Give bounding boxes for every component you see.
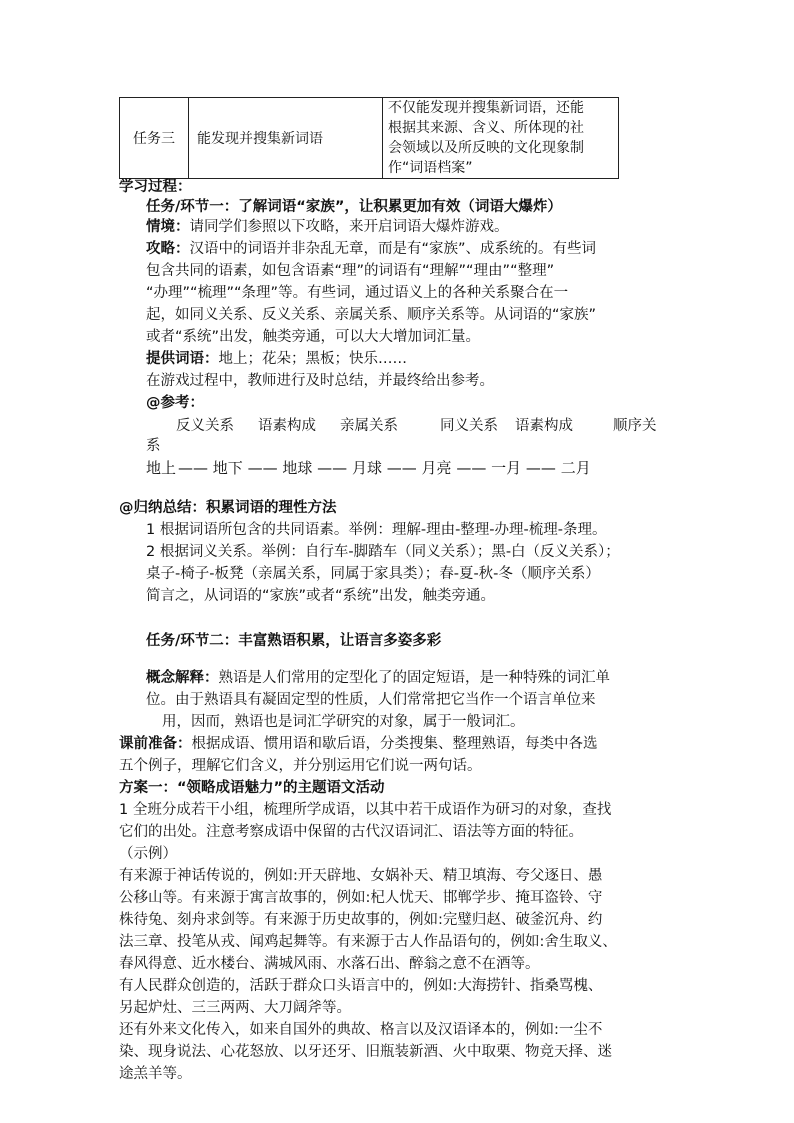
strategy-line: 或者“系统”出发，触类旁通，可以大大增加词汇量。: [146, 329, 481, 345]
prep-line: 五个例子，理解它们含义，并分别运用它们说一两句话。: [119, 758, 482, 774]
task-criteria-cell: [383, 98, 619, 179]
method-item: 1 根据词语所包含的共同语素。举例：理解-理由-整理-办理-梳理-条理。: [146, 522, 607, 538]
task-number-cell: 任务三: [120, 98, 189, 179]
strategy-line: [146, 239, 596, 259]
example-line: 株待兔、刻舟求剑等。有来源于历史故事的，例如:完璧归赵、破釜沉舟、约: [119, 912, 603, 928]
strategy-label: 攻略：: [146, 241, 190, 257]
criteria-line: 会领域以及所反映的文化现象制: [388, 140, 584, 156]
relation-label: 亲属关系: [340, 418, 398, 434]
situation-text: 请同学们参照以下攻略，来开启词语大爆炸游戏。: [189, 219, 509, 235]
strategy-line: “办理”“梳理”“条理”等。有些词，通过语义上的各种关系聚合在一: [146, 285, 569, 301]
word-chain: [146, 458, 591, 478]
table-row: [120, 98, 619, 179]
words-label: 提供词语：: [146, 351, 219, 367]
method-conclusion: 简言之，从词语的“家族”或者“系统”出发，触类旁通。: [146, 588, 496, 604]
plan-title: 方案一：“领略成语魅力”的主题语文活动: [119, 780, 385, 796]
chain-word: 地上: [146, 459, 177, 477]
chain-word: 一月: [491, 459, 522, 477]
concept-line: 位。由于熟语具有凝固定型的性质，人们常常把它当作一个语言单位来: [146, 692, 596, 708]
chain-word: 月亮: [421, 459, 452, 477]
concept-label: 概念解释：: [146, 670, 219, 686]
example-line: 另起炉灶、三三两两、大刀阔斧等。: [119, 1000, 351, 1016]
task2-title: 任务/环节二：丰富熟语积累，让语言多姿多彩: [146, 633, 442, 649]
chain-word: 地下: [212, 459, 243, 477]
task-goal-cell: 能发现并搜集新词语: [189, 98, 383, 179]
relation-label: 语素构成: [515, 418, 573, 434]
prep-label: 课前准备：: [119, 736, 192, 752]
relation-label: 同义关系: [440, 418, 498, 434]
relation-label: 顺序关: [613, 418, 657, 434]
situation-label: 情境：: [146, 219, 190, 235]
learning-process-heading: 学习过程：: [119, 179, 192, 195]
prep-text: 根据成语、惯用语和歇后语，分类搜集、整理熟语，每类中各选: [191, 736, 598, 752]
summary-heading-line: [119, 498, 337, 518]
relation-label-wrap: 系: [146, 438, 161, 454]
example-line: 染、现身说法、心花怒放、以牙还牙、旧瓶装新酒、火中取栗、物竞天择、迷: [119, 1044, 612, 1060]
paragraph-marker-icon: @: [119, 500, 134, 516]
plan-line: 1 全班分成若干小组，梳理所学成语，以其中若干成语作为研习的对象，查找: [119, 802, 612, 818]
chain-word: 月球: [351, 459, 382, 477]
strategy-line: 包含共同的语素，如包含语素“理”的词语有“理解”“理由”“整理”: [146, 263, 555, 279]
prep-line: [119, 734, 598, 754]
words-line: [146, 349, 407, 369]
reference-line: [146, 393, 204, 413]
plan-line: 它们的出处。注意考察成语中保留的古代汉语词汇、语法等方面的特征。: [119, 824, 583, 840]
concept-line: [146, 668, 610, 688]
situation-line: [146, 217, 509, 237]
example-line: 法三章、投笔从戎、闻鸡起舞等。有来源于古人作品语句的，例如:舍生取义、: [119, 934, 617, 950]
chain-dash: ——: [317, 459, 348, 477]
task1-title: 任务/环节一：了解词语“家族”，让积累更加有效（词语大爆炸）: [146, 199, 562, 215]
words-text: 地上；花朵；黑板；快乐……: [218, 351, 407, 367]
chain-dash: ——: [247, 459, 278, 477]
example-line: 途羔羊等。: [119, 1066, 192, 1082]
criteria-line: 不仅能发现并搜集新词语，还能: [388, 100, 584, 116]
chain-dash: ——: [525, 459, 556, 477]
example-line: 公移山等。有来源于寓言故事的，例如:杞人忧天、邯郸学步、掩耳盗铃、守: [119, 890, 603, 906]
example-line: 有人民群众创造的，活跃于群众口头语言中的，例如:大海捞针、指桑骂槐、: [119, 978, 603, 994]
example-line: 春风得意、近水楼台、满城风雨、水落石出、醉翁之意不在酒等。: [119, 956, 540, 972]
reference-label: 参考：: [160, 395, 204, 411]
strategy-line: 起，如同义关系、反义关系、亲属关系、顺序关系等。从词语的“家族”: [146, 307, 597, 323]
summary-heading: 归纳总结：积累词语的理性方法: [133, 500, 337, 516]
summary-line: 在游戏过程中，教师进行及时总结，并最终给出参考。: [146, 373, 494, 389]
chain-word: 地球: [282, 459, 313, 477]
strategy-text: 汉语中的词语并非杂乱无章，而是有“家族”、成系统的。有些词: [189, 241, 597, 257]
method-item: 2 根据词义关系。举例：自行车-脚踏车（同义关系）；黑-白（反义关系）；: [146, 544, 620, 560]
concept-text: 熟语是人们常用的定型化了的固定短语，是一种特殊的词汇单: [218, 670, 610, 686]
paragraph-marker-icon: @: [146, 395, 161, 411]
example-tag: （示例）: [119, 846, 177, 862]
criteria-line: 根据其来源、含义、所体现的社: [388, 120, 584, 136]
chain-word: 二月: [560, 459, 591, 477]
chain-dash: ——: [178, 459, 209, 477]
relation-label: 反义关系: [176, 418, 234, 434]
example-line: 有来源于神话传说的，例如:开天辟地、女娲补天、精卫填海、夸父逐日、愚: [119, 868, 603, 884]
chain-dash: ——: [456, 459, 487, 477]
method-item: 桌子-椅子-板凳（亲属关系，同属于家具类）；春-夏-秋-冬（顺序关系）: [146, 566, 600, 582]
task-table: [119, 97, 619, 179]
example-line: 还有外来文化传入，如来自国外的典故、格言以及汉语译本的，例如:一尘不: [119, 1022, 603, 1038]
chain-dash: ——: [386, 459, 417, 477]
relation-label: 语素构成: [258, 418, 316, 434]
criteria-line: 作“词语档案”: [388, 160, 473, 176]
concept-line: 用，因而，熟语也是词汇学研究的对象，属于一般词汇。: [162, 714, 525, 730]
